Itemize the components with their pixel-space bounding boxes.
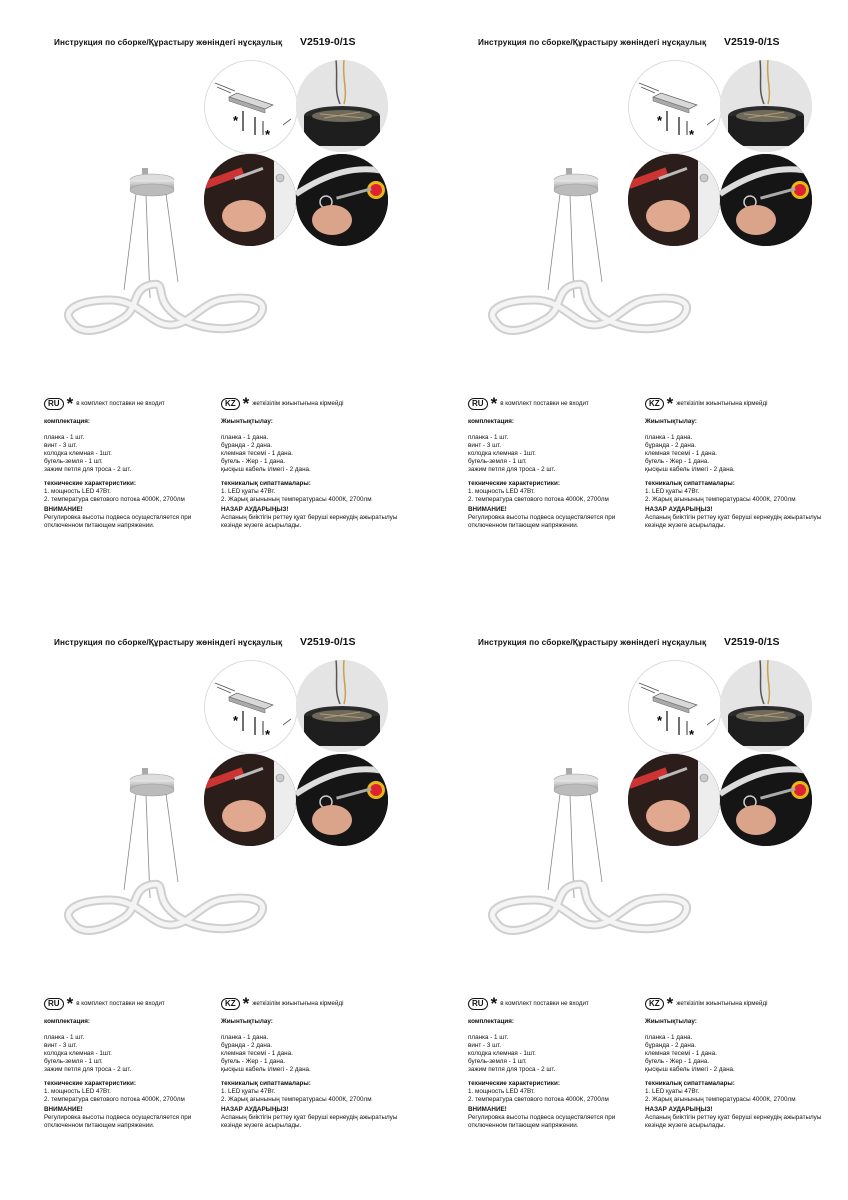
kz-tech-heading: техникалық сипаттамалары:: [645, 480, 735, 487]
ru-kit-heading: комплектация:: [468, 418, 514, 425]
kz-header: [645, 994, 830, 1013]
kz-kit-item: қысқыш кабель ілмегі - 2 дана.: [221, 466, 311, 473]
ru-language-badge: RU: [468, 998, 488, 1010]
ru-kit-item: винт - 3 шт.: [44, 1042, 78, 1049]
kz-kit-item: бұранда - 2 дана.: [221, 442, 273, 449]
kz-kit-item: бугель - Жер - 1 дана.: [645, 1058, 710, 1065]
ru-kit-item: бугель-земля - 1 шт.: [468, 458, 527, 465]
model-number: V2519-0/1S: [724, 36, 780, 48]
ru-kit-item: зажим петля для троса - 2 шт.: [44, 466, 132, 473]
ru-not-included-note: в комплект поставки не входит: [76, 400, 165, 407]
mark-star: *: [657, 713, 663, 728]
not-included-star: *: [490, 994, 498, 1013]
canopy-wiring-photo: [296, 60, 388, 152]
kz-warning-heading: НАЗАР АУДАРЫҢЫЗ!: [645, 1106, 713, 1113]
kz-tech-item: 1. LED қуаты 47Вт.: [645, 1088, 700, 1095]
wire-hook-photo: [296, 754, 388, 846]
kz-kit-heading: Жиынтықтылау:: [645, 1018, 697, 1025]
ru-language-badge: RU: [44, 398, 64, 410]
kz-column: [645, 994, 830, 1130]
model-number: V2519-0/1S: [724, 636, 780, 648]
kz-tech-item: 2. Жарық ағынының температурасы 4000К, 2700лм: [221, 496, 372, 503]
kz-language-badge: KZ: [221, 998, 240, 1010]
mounting-bracket-diagram: [204, 60, 298, 154]
wire-hook-photo: [720, 154, 812, 246]
kz-kit-item: қысқыш кабель ілмегі - 2 дана.: [221, 1066, 311, 1073]
model-number: V2519-0/1S: [300, 36, 356, 48]
ru-header: [468, 394, 643, 413]
kz-kit-item: бугель - Жер - 1 дана.: [221, 458, 286, 465]
ru-tech-heading: технические характеристики:: [468, 1080, 560, 1087]
kz-tech-item: 1. LED қуаты 47Вт.: [221, 488, 276, 495]
document-title: Инструкция по сборке/Құрастыру жөніндегі нұсқаулық: [54, 38, 283, 47]
ru-column: [44, 394, 219, 530]
ru-warning-text: Регулировка высоты подвеса осуществляется при отключенном питающем напряжении.: [44, 514, 192, 529]
kz-not-included-note: жеткізілім жиынтығына кірмейді: [676, 1000, 768, 1007]
instruction-panel: [424, 0, 848, 600]
mounting-bracket-diagram: [204, 660, 298, 754]
ru-kit-item: зажим петля для троса - 2 шт.: [468, 466, 556, 473]
screwdriver-hand-photo: [204, 154, 296, 246]
mark-star: *: [233, 713, 239, 728]
kz-column: [645, 394, 830, 530]
ru-warning-heading: ВНИМАНИЕ!: [44, 1106, 83, 1113]
kz-warning-text: Аспаның биіктігін реттеу қуат беруші кернеудің ажыратылуы кезінде жүзеге асырылады.: [221, 514, 398, 529]
not-included-star: *: [66, 394, 74, 413]
screwdriver-hand-photo: [204, 754, 296, 846]
not-included-star: *: [242, 394, 250, 413]
ru-language-badge: RU: [468, 398, 488, 410]
kz-header: [221, 994, 406, 1013]
kz-header: [221, 394, 406, 413]
ru-tech-item: 1. мощность LED 47Вт.: [468, 1088, 535, 1095]
kz-warning-heading: НАЗАР АУДАРЫҢЫЗ!: [221, 1106, 289, 1113]
ru-warning-text: Регулировка высоты подвеса осуществляется при отключенном питающем напряжении.: [468, 1114, 616, 1129]
ru-not-included-note: в комплект поставки не входит: [500, 400, 589, 407]
ru-kit-item: зажим петля для троса - 2 шт.: [468, 1066, 556, 1073]
ru-column: [468, 994, 643, 1130]
ru-kit-item: колодка клемная - 1шт.: [468, 450, 536, 457]
mark-star: *: [689, 727, 695, 742]
ru-kit-item: бугель-земля - 1 шт.: [44, 1058, 103, 1065]
kz-kit-item: қысқыш кабель ілмегі - 2 дана.: [645, 1066, 735, 1073]
ru-header: [468, 994, 643, 1013]
ru-kit-item: планка - 1 шт.: [468, 1034, 509, 1041]
kz-kit-item: бугель - Жер - 1 дана.: [221, 1058, 286, 1065]
ru-kit-item: планка - 1 шт.: [468, 434, 509, 441]
canopy-wiring-photo: [296, 660, 388, 752]
ru-not-included-note: в комплект поставки не входит: [76, 1000, 165, 1007]
ru-tech-item: 2. температура светового потока 4000К, 2700лм: [44, 1096, 185, 1103]
ru-warning-text: Регулировка высоты подвеса осуществляется при отключенном питающем напряжении.: [44, 1114, 192, 1129]
mounting-bracket-diagram: [628, 660, 722, 754]
kz-kit-item: клемная тесемі - 1 дана.: [645, 1050, 717, 1057]
kz-language-badge: KZ: [221, 398, 240, 410]
mark-star: *: [265, 127, 271, 142]
ru-tech-item: 2. температура светового потока 4000К, 2700лм: [44, 496, 185, 503]
not-included-star: *: [666, 394, 674, 413]
kz-language-badge: KZ: [645, 998, 664, 1010]
ru-tech-item: 1. мощность LED 47Вт.: [44, 1088, 111, 1095]
not-included-star: *: [490, 394, 498, 413]
ru-language-badge: RU: [44, 998, 64, 1010]
kz-column: [221, 994, 406, 1130]
mark-star: *: [657, 113, 663, 128]
mark-star: *: [265, 727, 271, 742]
document-title: Инструкция по сборке/Құрастыру жөніндегі нұсқаулық: [478, 38, 707, 47]
ru-kit-item: колодка клемная - 1шт.: [44, 450, 112, 457]
not-included-star: *: [666, 994, 674, 1013]
kz-kit-item: бугель - Жер - 1 дана.: [645, 458, 710, 465]
ru-kit-item: зажим петля для троса - 2 шт.: [44, 1066, 132, 1073]
kz-language-badge: KZ: [645, 398, 664, 410]
ru-kit-item: колодка клемная - 1шт.: [44, 1050, 112, 1057]
model-number: V2519-0/1S: [300, 636, 356, 648]
kz-warning-text: Аспаның биіктігін реттеу қуат беруші кернеудің ажыратылуы кезінде жүзеге асырылады.: [221, 1114, 398, 1129]
ru-kit-item: бугель-земля - 1 шт.: [468, 1058, 527, 1065]
kz-tech-item: 2. Жарық ағынының температурасы 4000К, 2700лм: [645, 496, 796, 503]
kz-kit-heading: Жиынтықтылау:: [221, 418, 273, 425]
kz-not-included-note: жеткізілім жиынтығына кірмейді: [252, 400, 344, 407]
not-included-star: *: [66, 994, 74, 1013]
ru-kit-item: бугель-земля - 1 шт.: [44, 458, 103, 465]
mounting-bracket-diagram: [628, 60, 722, 154]
kz-kit-item: планка - 1 дана.: [221, 1034, 269, 1041]
kz-tech-item: 1. LED қуаты 47Вт.: [645, 488, 700, 495]
ru-tech-heading: технические характеристики:: [44, 480, 136, 487]
kz-kit-item: клемная тесемі - 1 дана.: [645, 450, 717, 457]
ru-kit-item: планка - 1 шт.: [44, 434, 85, 441]
kz-kit-item: бұранда - 2 дана.: [645, 1042, 697, 1049]
instruction-panel: [0, 0, 424, 600]
kz-warning-text: Аспаның биіктігін реттеу қуат беруші кернеудің ажыратылуы кезінде жүзеге асырылады.: [645, 514, 822, 529]
ru-kit-item: планка - 1 шт.: [44, 1034, 85, 1041]
ru-kit-heading: комплектация:: [44, 1018, 90, 1025]
not-included-star: *: [242, 994, 250, 1013]
ru-column: [44, 994, 219, 1130]
kz-kit-item: клемная тесемі - 1 дана.: [221, 1050, 293, 1057]
kz-tech-heading: техникалық сипаттамалары:: [221, 480, 311, 487]
kz-tech-item: 2. Жарық ағынының температурасы 4000К, 2700лм: [221, 1096, 372, 1103]
ru-warning-heading: ВНИМАНИЕ!: [44, 506, 83, 513]
kz-kit-item: планка - 1 дана.: [221, 434, 269, 441]
kz-kit-heading: Жиынтықтылау:: [221, 1018, 273, 1025]
kz-tech-heading: техникалық сипаттамалары:: [221, 1080, 311, 1087]
ru-tech-item: 2. температура светового потока 4000К, 2700лм: [468, 496, 609, 503]
ru-kit-item: винт - 3 шт.: [468, 442, 502, 449]
mark-star: *: [689, 127, 695, 142]
ru-warning-heading: ВНИМАНИЕ!: [468, 506, 507, 513]
canopy-wiring-photo: [720, 660, 812, 752]
kz-kit-item: бұранда - 2 дана.: [645, 442, 697, 449]
kz-kit-item: планка - 1 дана.: [645, 1034, 693, 1041]
ru-warning-heading: ВНИМАНИЕ!: [468, 1106, 507, 1113]
kz-column: [221, 394, 406, 530]
ru-header: [44, 994, 219, 1013]
kz-warning-heading: НАЗАР АУДАРЫҢЫЗ!: [645, 506, 713, 513]
kz-not-included-note: жеткізілім жиынтығына кірмейді: [676, 400, 768, 407]
ru-column: [468, 394, 643, 530]
screwdriver-hand-photo: [628, 754, 720, 846]
document-title: Инструкция по сборке/Құрастыру жөніндегі нұсқаулық: [54, 638, 283, 647]
kz-kit-item: бұранда - 2 дана.: [221, 1042, 273, 1049]
kz-kit-heading: Жиынтықтылау:: [645, 418, 697, 425]
ru-tech-item: 2. температура светового потока 4000К, 2700лм: [468, 1096, 609, 1103]
ru-tech-item: 1. мощность LED 47Вт.: [468, 488, 535, 495]
ru-kit-item: винт - 3 шт.: [44, 442, 78, 449]
kz-warning-text: Аспаның биіктігін реттеу қуат беруші кернеудің ажыратылуы кезінде жүзеге асырылады.: [645, 1114, 822, 1129]
kz-kit-item: қысқыш кабель ілмегі - 2 дана.: [645, 466, 735, 473]
ru-kit-heading: комплектация:: [468, 1018, 514, 1025]
kz-kit-item: планка - 1 дана.: [645, 434, 693, 441]
ru-kit-item: колодка клемная - 1шт.: [468, 1050, 536, 1057]
instruction-panel: [0, 600, 424, 1200]
ru-tech-item: 1. мощность LED 47Вт.: [44, 488, 111, 495]
kz-not-included-note: жеткізілім жиынтығына кірмейді: [252, 1000, 344, 1007]
wire-hook-photo: [296, 154, 388, 246]
kz-tech-heading: техникалық сипаттамалары:: [645, 1080, 735, 1087]
kz-header: [645, 394, 830, 413]
ru-not-included-note: в комплект поставки не входит: [500, 1000, 589, 1007]
mark-star: *: [233, 113, 239, 128]
document-title: Инструкция по сборке/Құрастыру жөніндегі нұсқаулық: [478, 638, 707, 647]
canopy-wiring-photo: [720, 60, 812, 152]
wire-hook-photo: [720, 754, 812, 846]
ru-kit-heading: комплектация:: [44, 418, 90, 425]
kz-warning-heading: НАЗАР АУДАРЫҢЫЗ!: [221, 506, 289, 513]
ru-warning-text: Регулировка высоты подвеса осуществляется при отключенном питающем напряжении.: [468, 514, 616, 529]
kz-tech-item: 1. LED қуаты 47Вт.: [221, 1088, 276, 1095]
kz-kit-item: клемная тесемі - 1 дана.: [221, 450, 293, 457]
screwdriver-hand-photo: [628, 154, 720, 246]
ru-header: [44, 394, 219, 413]
instruction-panel: [424, 600, 848, 1200]
ru-tech-heading: технические характеристики:: [44, 1080, 136, 1087]
kz-tech-item: 2. Жарық ағынының температурасы 4000К, 2700лм: [645, 1096, 796, 1103]
ru-kit-item: винт - 3 шт.: [468, 1042, 502, 1049]
ru-tech-heading: технические характеристики:: [468, 480, 560, 487]
